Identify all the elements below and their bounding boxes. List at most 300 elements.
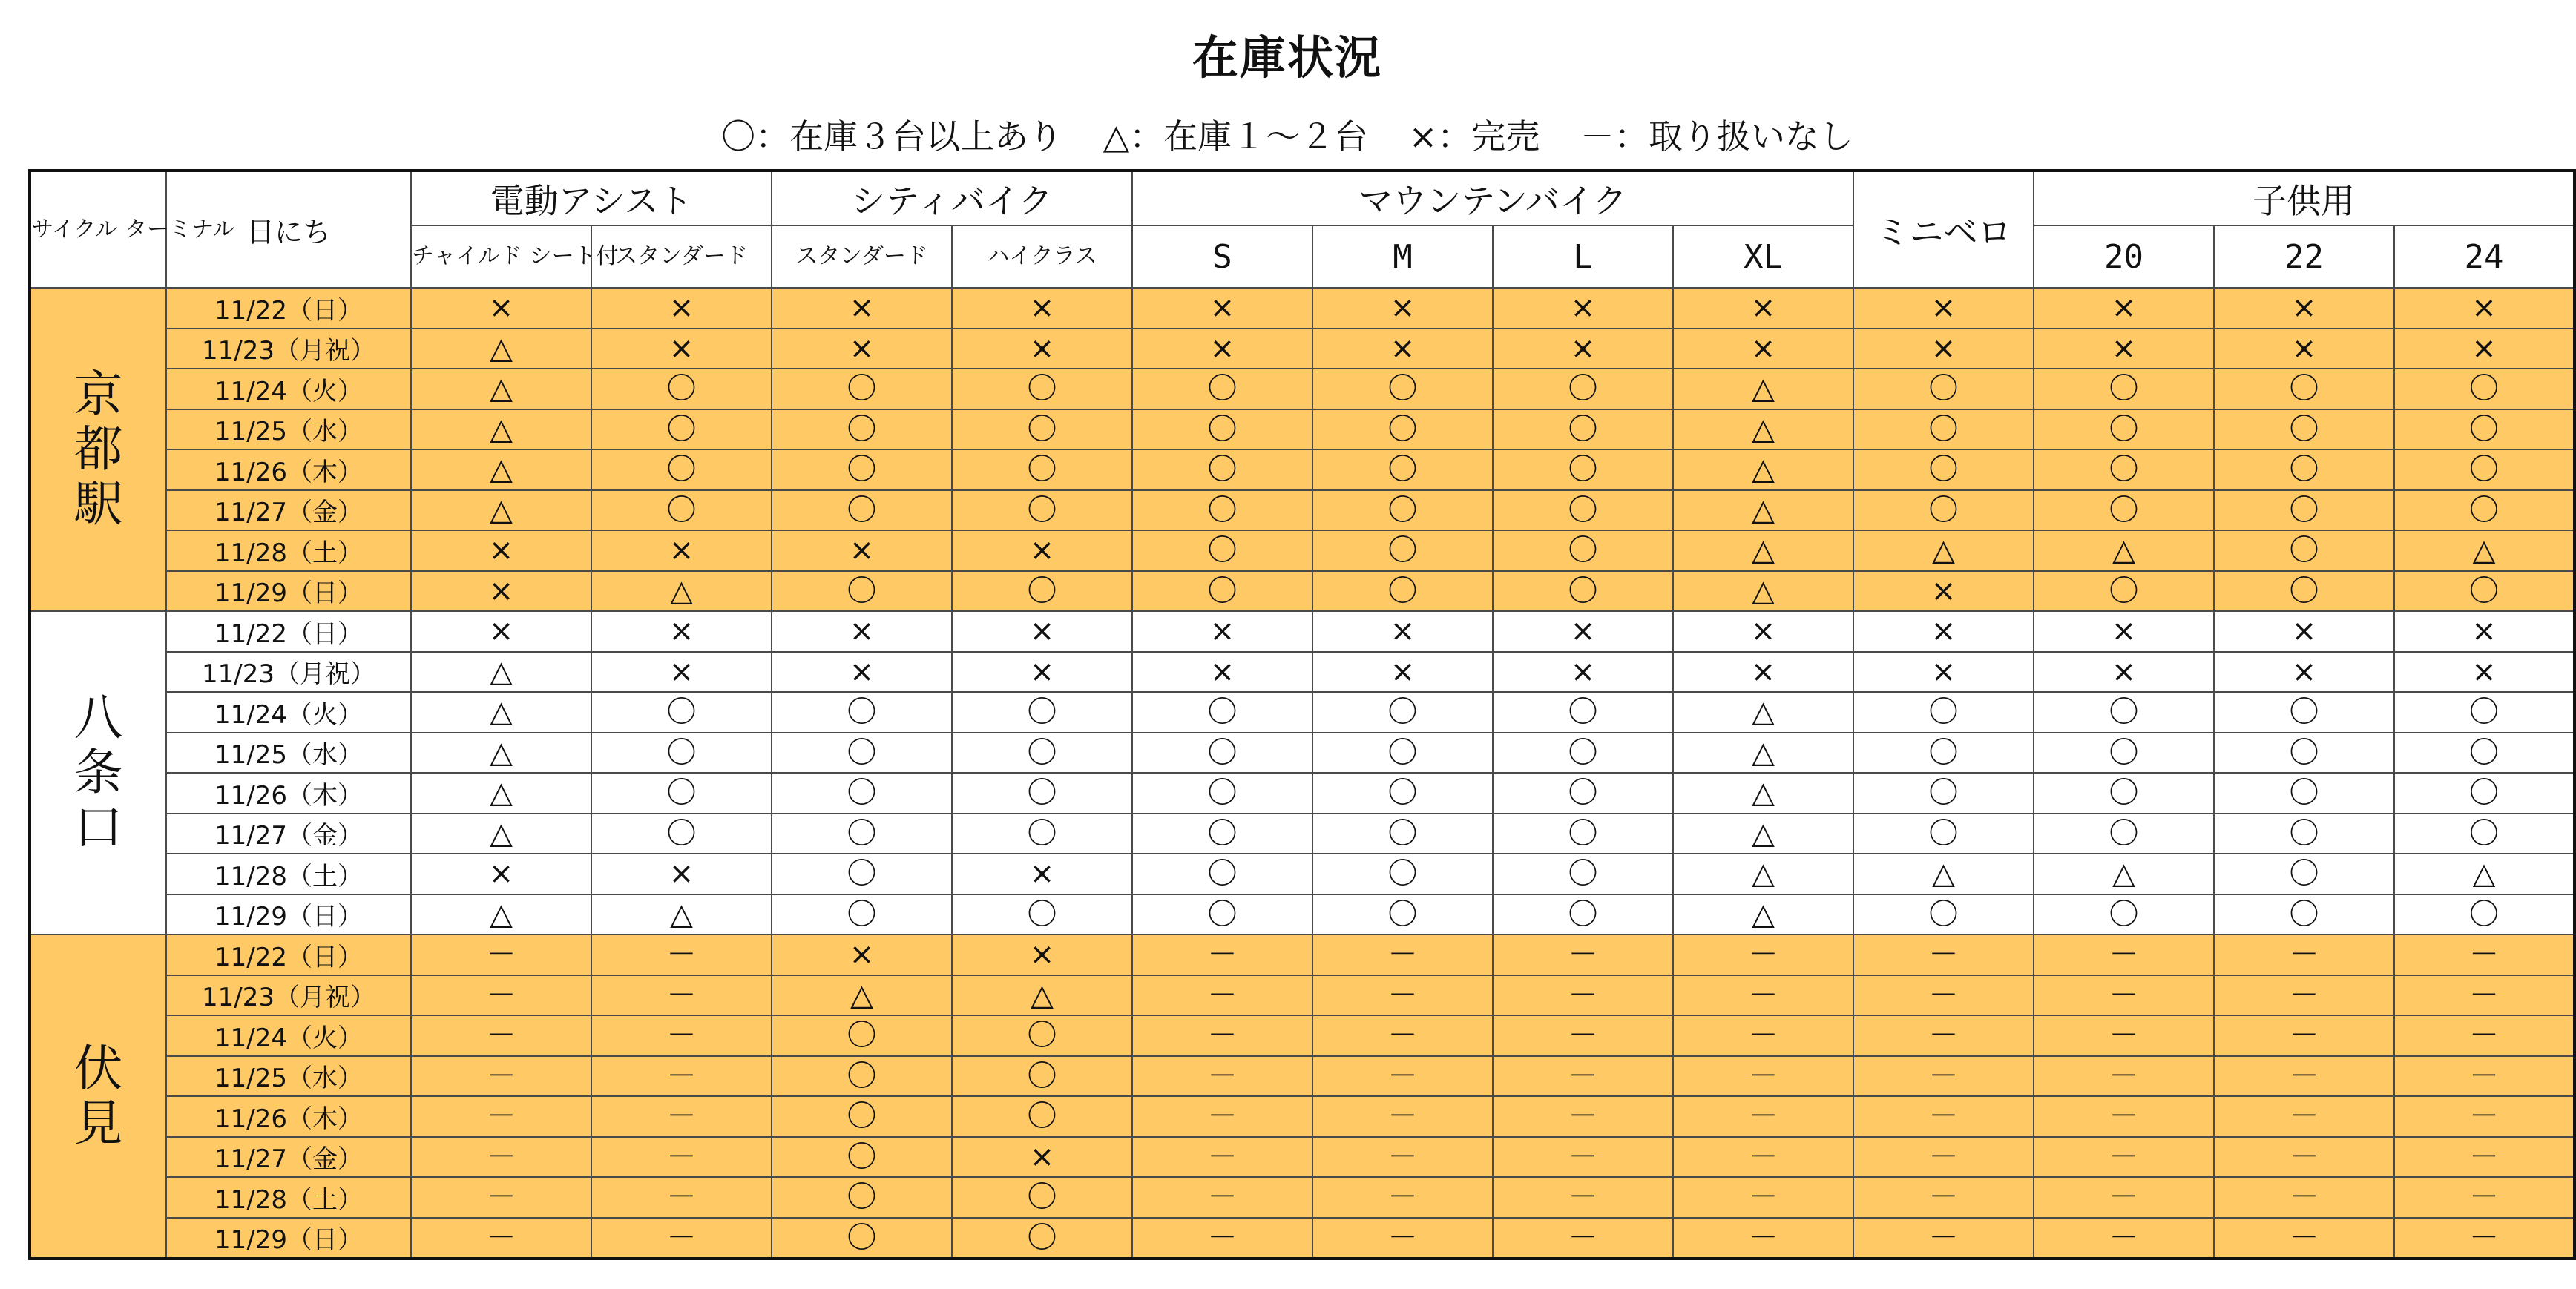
stock-cell: － bbox=[1853, 975, 2034, 1016]
date-cell: 11/25（水） bbox=[166, 1056, 411, 1097]
stock-cell: － bbox=[1673, 1056, 1853, 1097]
table-row bbox=[30, 329, 2575, 369]
stock-cell: － bbox=[1673, 1218, 1853, 1259]
stock-cell: 〇 bbox=[1853, 894, 2034, 935]
stock-cell: 〇 bbox=[952, 1177, 1132, 1218]
table-row bbox=[30, 733, 2575, 774]
stock-cell: 〇 bbox=[772, 1137, 952, 1178]
date-cell: 11/29（日） bbox=[166, 1218, 411, 1259]
table-row bbox=[30, 449, 2575, 490]
stock-cell: △ bbox=[411, 733, 591, 774]
stock-cell: × bbox=[952, 329, 1132, 369]
stock-cell: － bbox=[1673, 934, 1853, 975]
stock-cell: 〇 bbox=[1312, 773, 1493, 814]
stock-cell: × bbox=[772, 934, 952, 975]
stock-cell: 〇 bbox=[591, 733, 772, 774]
stock-cell: 〇 bbox=[1312, 692, 1493, 733]
stock-cell: × bbox=[952, 1137, 1132, 1178]
table-row bbox=[30, 571, 2575, 612]
stock-cell: × bbox=[2214, 288, 2394, 329]
stock-cell: 〇 bbox=[952, 490, 1132, 531]
stock-cell: × bbox=[1673, 288, 1853, 329]
stock-cell: × bbox=[1673, 329, 1853, 369]
stock-cell: × bbox=[1853, 652, 2034, 693]
sub-mtb-s: S bbox=[1132, 225, 1312, 288]
stock-cell: 〇 bbox=[952, 692, 1132, 733]
date-cell: 11/26（木） bbox=[166, 449, 411, 490]
stock-cell: 〇 bbox=[2034, 369, 2214, 409]
stock-cell: 〇 bbox=[2394, 490, 2575, 531]
stock-table-body bbox=[30, 288, 2575, 1259]
date-cell: 11/22（日） bbox=[166, 288, 411, 329]
stock-cell: 〇 bbox=[952, 449, 1132, 490]
stock-cell: △ bbox=[1673, 571, 1853, 612]
date-cell: 11/23（月祝） bbox=[166, 329, 411, 369]
table-row bbox=[30, 490, 2575, 531]
stock-cell: △ bbox=[2394, 530, 2575, 571]
stock-cell: － bbox=[591, 1096, 772, 1137]
stock-cell: － bbox=[411, 1177, 591, 1218]
stock-cell: △ bbox=[1673, 490, 1853, 531]
stock-cell: △ bbox=[411, 894, 591, 935]
date-cell: 11/25（水） bbox=[166, 409, 411, 450]
date-cell: 11/22（日） bbox=[166, 611, 411, 652]
stock-cell: × bbox=[1493, 329, 1673, 369]
date-cell: 11/27（金） bbox=[166, 814, 411, 854]
stock-cell: 〇 bbox=[2394, 692, 2575, 733]
stock-cell: 〇 bbox=[1132, 369, 1312, 409]
stock-cell: △ bbox=[1673, 773, 1853, 814]
stock-cell: 〇 bbox=[2034, 733, 2214, 774]
stock-cell: × bbox=[1853, 329, 2034, 369]
stock-cell: △ bbox=[2034, 530, 2214, 571]
stock-cell: 〇 bbox=[1493, 773, 1673, 814]
terminal-name bbox=[30, 611, 166, 934]
stock-cell: － bbox=[2214, 1015, 2394, 1056]
stock-cell: × bbox=[772, 288, 952, 329]
stock-cell: 〇 bbox=[2214, 409, 2394, 450]
stock-cell: △ bbox=[1673, 814, 1853, 854]
sub-city-high-class: ハイクラス bbox=[952, 225, 1132, 288]
stock-cell: × bbox=[1312, 288, 1493, 329]
stock-cell: × bbox=[952, 288, 1132, 329]
stock-cell: 〇 bbox=[1132, 894, 1312, 935]
stock-cell: 〇 bbox=[2394, 814, 2575, 854]
stock-cell: 〇 bbox=[2214, 449, 2394, 490]
stock-cell: × bbox=[772, 611, 952, 652]
stock-cell: － bbox=[411, 1218, 591, 1259]
table-row bbox=[30, 692, 2575, 733]
table-row bbox=[30, 975, 2575, 1016]
stock-cell: 〇 bbox=[2034, 571, 2214, 612]
stock-cell: 〇 bbox=[772, 773, 952, 814]
table-row bbox=[30, 1096, 2575, 1137]
stock-cell: × bbox=[1853, 611, 2034, 652]
stock-cell: 〇 bbox=[952, 894, 1132, 935]
table-row bbox=[30, 369, 2575, 409]
stock-cell: － bbox=[1673, 1177, 1853, 1218]
stock-cell: × bbox=[591, 288, 772, 329]
stock-cell: △ bbox=[2394, 854, 2575, 894]
table-row bbox=[30, 773, 2575, 814]
date-cell: 11/27（金） bbox=[166, 1137, 411, 1178]
category-mountain-bike: マウンテンバイク bbox=[1132, 171, 1853, 225]
stock-cell: － bbox=[1853, 1096, 2034, 1137]
date-cell: 11/28（土） bbox=[166, 854, 411, 894]
stock-cell: － bbox=[2214, 1137, 2394, 1178]
stock-cell: － bbox=[2214, 975, 2394, 1016]
stock-cell: × bbox=[1673, 611, 1853, 652]
sub-city-standard: スタンダード bbox=[772, 225, 952, 288]
stock-cell: 〇 bbox=[591, 692, 772, 733]
stock-cell: 〇 bbox=[591, 449, 772, 490]
stock-cell: 〇 bbox=[1312, 369, 1493, 409]
stock-cell: △ bbox=[1673, 409, 1853, 450]
stock-cell: × bbox=[411, 611, 591, 652]
stock-cell: 〇 bbox=[1493, 692, 1673, 733]
stock-cell: △ bbox=[772, 975, 952, 1016]
stock-cell: － bbox=[1312, 1177, 1493, 1218]
stock-cell: 〇 bbox=[2034, 490, 2214, 531]
stock-cell: 〇 bbox=[2034, 773, 2214, 814]
terminal-label: 伏見 bbox=[73, 1040, 123, 1152]
stock-cell: － bbox=[2394, 1137, 2575, 1178]
stock-cell: － bbox=[1493, 1137, 1673, 1178]
stock-cell: × bbox=[2394, 652, 2575, 693]
table-row bbox=[30, 409, 2575, 450]
stock-cell: － bbox=[1853, 1137, 2034, 1178]
table-row bbox=[30, 530, 2575, 571]
stock-cell: － bbox=[1312, 934, 1493, 975]
stock-cell: △ bbox=[411, 773, 591, 814]
table-row bbox=[30, 1137, 2575, 1178]
stock-cell: 〇 bbox=[772, 1056, 952, 1097]
stock-cell: × bbox=[1312, 329, 1493, 369]
stock-cell: 〇 bbox=[2214, 854, 2394, 894]
stock-cell: 〇 bbox=[952, 733, 1132, 774]
stock-cell: － bbox=[1312, 975, 1493, 1016]
stock-cell: 〇 bbox=[952, 1218, 1132, 1259]
stock-cell: － bbox=[411, 1056, 591, 1097]
date-cell: 11/26（木） bbox=[166, 773, 411, 814]
stock-cell: － bbox=[2214, 934, 2394, 975]
stock-cell: 〇 bbox=[772, 409, 952, 450]
stock-cell: － bbox=[2394, 934, 2575, 975]
stock-cell: × bbox=[411, 571, 591, 612]
stock-cell: × bbox=[1312, 611, 1493, 652]
stock-cell: 〇 bbox=[2214, 773, 2394, 814]
stock-cell: － bbox=[591, 934, 772, 975]
stock-cell: 〇 bbox=[1312, 571, 1493, 612]
stock-cell: 〇 bbox=[591, 773, 772, 814]
stock-cell: 〇 bbox=[1853, 449, 2034, 490]
stock-cell: － bbox=[1673, 975, 1853, 1016]
stock-cell: 〇 bbox=[1493, 814, 1673, 854]
sub-kids-24: 24 bbox=[2394, 225, 2575, 288]
stock-cell: × bbox=[591, 652, 772, 693]
stock-cell: 〇 bbox=[1493, 571, 1673, 612]
stock-cell: － bbox=[1493, 975, 1673, 1016]
stock-cell: － bbox=[1132, 1015, 1312, 1056]
stock-cell: × bbox=[2034, 611, 2214, 652]
stock-cell: － bbox=[591, 1218, 772, 1259]
table-row bbox=[30, 652, 2575, 693]
stock-cell: 〇 bbox=[1132, 733, 1312, 774]
stock-cell: － bbox=[1493, 1218, 1673, 1259]
stock-cell: 〇 bbox=[1132, 490, 1312, 531]
stock-cell: 〇 bbox=[1132, 773, 1312, 814]
stock-cell: × bbox=[2214, 611, 2394, 652]
date-cell: 11/25（水） bbox=[166, 733, 411, 774]
stock-cell: × bbox=[2034, 288, 2214, 329]
stock-cell: 〇 bbox=[772, 449, 952, 490]
date-header: 日にち bbox=[166, 171, 411, 288]
stock-cell: 〇 bbox=[2394, 571, 2575, 612]
table-row bbox=[30, 894, 2575, 935]
stock-cell: × bbox=[2394, 288, 2575, 329]
stock-cell: － bbox=[591, 1015, 772, 1056]
stock-cell: 〇 bbox=[2034, 449, 2214, 490]
date-cell: 11/29（日） bbox=[166, 894, 411, 935]
stock-cell: 〇 bbox=[1493, 733, 1673, 774]
stock-cell: － bbox=[1132, 1218, 1312, 1259]
stock-cell: 〇 bbox=[1132, 854, 1312, 894]
stock-cell: 〇 bbox=[1493, 530, 1673, 571]
stock-cell: × bbox=[772, 530, 952, 571]
stock-cell: 〇 bbox=[2214, 692, 2394, 733]
stock-cell: － bbox=[1312, 1015, 1493, 1056]
stock-cell: △ bbox=[411, 449, 591, 490]
stock-cell: × bbox=[1312, 652, 1493, 693]
stock-cell: 〇 bbox=[772, 814, 952, 854]
stock-cell: × bbox=[952, 854, 1132, 894]
stock-cell: △ bbox=[1673, 692, 1853, 733]
stock-cell: 〇 bbox=[2394, 894, 2575, 935]
category-city-bike: シティバイク bbox=[772, 171, 1132, 225]
stock-cell: 〇 bbox=[1493, 854, 1673, 894]
stock-cell: 〇 bbox=[1312, 894, 1493, 935]
stock-cell: 〇 bbox=[2214, 571, 2394, 612]
terminal-name bbox=[30, 288, 166, 611]
stock-cell: － bbox=[2034, 1218, 2214, 1259]
stock-cell: － bbox=[1853, 1015, 2034, 1056]
stock-cell: 〇 bbox=[2034, 894, 2214, 935]
stock-cell: 〇 bbox=[1853, 409, 2034, 450]
stock-cell: 〇 bbox=[1312, 854, 1493, 894]
table-row bbox=[30, 611, 2575, 652]
stock-cell: △ bbox=[411, 409, 591, 450]
sub-electric-standard: スタンダード bbox=[591, 225, 772, 288]
stock-cell: △ bbox=[411, 692, 591, 733]
stock-cell: － bbox=[1312, 1056, 1493, 1097]
stock-cell: － bbox=[411, 1137, 591, 1178]
stock-cell: － bbox=[1853, 1218, 2034, 1259]
table-row bbox=[30, 934, 2575, 975]
stock-cell: 〇 bbox=[591, 814, 772, 854]
table-row bbox=[30, 1218, 2575, 1259]
category-electric-assist: 電動アシスト bbox=[411, 171, 772, 225]
stock-cell: 〇 bbox=[952, 1096, 1132, 1137]
stock-cell: － bbox=[1493, 1177, 1673, 1218]
stock-table bbox=[28, 169, 2576, 1260]
stock-cell: △ bbox=[1673, 449, 1853, 490]
date-cell: 11/29（日） bbox=[166, 571, 411, 612]
stock-cell: 〇 bbox=[772, 369, 952, 409]
stock-cell: 〇 bbox=[1312, 530, 1493, 571]
stock-cell: 〇 bbox=[1312, 733, 1493, 774]
category-kids: 子供用 bbox=[2034, 171, 2575, 225]
terminal-label: 京都駅 bbox=[73, 366, 123, 533]
stock-cell: － bbox=[2034, 1177, 2214, 1218]
terminal-header: サイクル ターミナル bbox=[30, 171, 166, 288]
stock-cell: 〇 bbox=[1132, 530, 1312, 571]
stock-cell: 〇 bbox=[952, 1015, 1132, 1056]
stock-cell: × bbox=[411, 854, 591, 894]
stock-cell: 〇 bbox=[772, 1096, 952, 1137]
stock-cell: － bbox=[1493, 934, 1673, 975]
stock-cell: × bbox=[1132, 611, 1312, 652]
legend-sold-out: ×：完売 bbox=[1408, 116, 1540, 156]
stock-cell: × bbox=[591, 854, 772, 894]
stock-cell: 〇 bbox=[591, 490, 772, 531]
stock-cell: 〇 bbox=[772, 894, 952, 935]
sub-kids-20: 20 bbox=[2034, 225, 2214, 288]
date-cell: 11/24（火） bbox=[166, 1015, 411, 1056]
stock-cell: － bbox=[2394, 1177, 2575, 1218]
stock-cell: 〇 bbox=[2214, 530, 2394, 571]
stock-cell: △ bbox=[1853, 854, 2034, 894]
stock-cell: － bbox=[1493, 1056, 1673, 1097]
table-row bbox=[30, 288, 2575, 329]
stock-cell: × bbox=[952, 530, 1132, 571]
stock-cell: 〇 bbox=[1132, 449, 1312, 490]
stock-cell: 〇 bbox=[772, 692, 952, 733]
legend-low-stock: △：在庫１～２台 bbox=[1103, 116, 1369, 156]
stock-cell: × bbox=[2034, 329, 2214, 369]
stock-cell: － bbox=[2394, 1218, 2575, 1259]
sub-mtb-l: L bbox=[1493, 225, 1673, 288]
date-cell: 11/23（月祝） bbox=[166, 652, 411, 693]
table-row bbox=[30, 814, 2575, 854]
terminal-label: 八条口 bbox=[73, 689, 123, 856]
stock-cell: － bbox=[1673, 1096, 1853, 1137]
stock-cell: － bbox=[2394, 1096, 2575, 1137]
stock-cell: － bbox=[2394, 1015, 2575, 1056]
stock-cell: × bbox=[1132, 288, 1312, 329]
table-row bbox=[30, 1056, 2575, 1097]
stock-cell: － bbox=[1853, 934, 2034, 975]
stock-cell: 〇 bbox=[1493, 490, 1673, 531]
stock-cell: △ bbox=[591, 894, 772, 935]
stock-cell: △ bbox=[1673, 733, 1853, 774]
stock-cell: 〇 bbox=[952, 773, 1132, 814]
stock-cell: △ bbox=[1853, 530, 2034, 571]
stock-cell: 〇 bbox=[772, 854, 952, 894]
date-cell: 11/24（火） bbox=[166, 692, 411, 733]
stock-cell: － bbox=[2214, 1177, 2394, 1218]
stock-cell: － bbox=[2214, 1056, 2394, 1097]
stock-cell: 〇 bbox=[2214, 814, 2394, 854]
stock-cell: × bbox=[2394, 611, 2575, 652]
stock-cell: － bbox=[411, 1096, 591, 1137]
stock-cell: 〇 bbox=[1493, 369, 1673, 409]
terminal-name bbox=[30, 934, 166, 1259]
stock-cell: △ bbox=[411, 490, 591, 531]
stock-cell: × bbox=[1853, 571, 2034, 612]
stock-cell: 〇 bbox=[1493, 409, 1673, 450]
stock-cell: 〇 bbox=[952, 814, 1132, 854]
stock-cell: 〇 bbox=[772, 1177, 952, 1218]
legend-not-handled: －：取り扱いなし bbox=[1580, 116, 1853, 156]
stock-cell: 〇 bbox=[1853, 773, 2034, 814]
stock-cell: － bbox=[2034, 934, 2214, 975]
stock-cell: － bbox=[1312, 1096, 1493, 1137]
stock-cell: 〇 bbox=[1312, 490, 1493, 531]
stock-cell: 〇 bbox=[952, 1056, 1132, 1097]
stock-cell: △ bbox=[411, 652, 591, 693]
sub-kids-22: 22 bbox=[2214, 225, 2394, 288]
stock-cell: 〇 bbox=[1132, 692, 1312, 733]
stock-cell: × bbox=[591, 611, 772, 652]
stock-cell: 〇 bbox=[772, 490, 952, 531]
stock-cell: － bbox=[1132, 1096, 1312, 1137]
date-cell: 11/24（火） bbox=[166, 369, 411, 409]
stock-cell: － bbox=[1132, 934, 1312, 975]
stock-cell: 〇 bbox=[2394, 733, 2575, 774]
stock-cell: － bbox=[591, 1137, 772, 1178]
stock-cell: － bbox=[2034, 975, 2214, 1016]
stock-cell: 〇 bbox=[772, 733, 952, 774]
stock-cell: × bbox=[2394, 329, 2575, 369]
stock-cell: △ bbox=[1673, 894, 1853, 935]
date-cell: 11/27（金） bbox=[166, 490, 411, 531]
stock-cell: × bbox=[2214, 329, 2394, 369]
stock-cell: 〇 bbox=[2214, 490, 2394, 531]
stock-cell: △ bbox=[2034, 854, 2214, 894]
date-cell: 11/26（木） bbox=[166, 1096, 411, 1137]
stock-cell: － bbox=[411, 934, 591, 975]
stock-cell: 〇 bbox=[1132, 814, 1312, 854]
sub-mtb-xl: XL bbox=[1673, 225, 1853, 288]
stock-cell: 〇 bbox=[1493, 894, 1673, 935]
stock-cell: － bbox=[1312, 1137, 1493, 1178]
date-cell: 11/28（土） bbox=[166, 1177, 411, 1218]
stock-cell: △ bbox=[952, 975, 1132, 1016]
stock-cell: 〇 bbox=[1312, 449, 1493, 490]
stock-cell: － bbox=[1493, 1096, 1673, 1137]
stock-cell: 〇 bbox=[2394, 773, 2575, 814]
stock-cell: 〇 bbox=[591, 369, 772, 409]
page-title: 在庫状況 bbox=[1192, 30, 1382, 85]
stock-cell: － bbox=[591, 975, 772, 1016]
stock-cell: × bbox=[1493, 652, 1673, 693]
stock-cell: 〇 bbox=[2034, 814, 2214, 854]
stock-cell: × bbox=[1673, 652, 1853, 693]
stock-cell: △ bbox=[591, 571, 772, 612]
category-mini-velo: ミニベロ bbox=[1853, 171, 2034, 288]
stock-cell: △ bbox=[1673, 530, 1853, 571]
stock-cell: － bbox=[2394, 975, 2575, 1016]
stock-cell: 〇 bbox=[591, 409, 772, 450]
stock-cell: － bbox=[1312, 1218, 1493, 1259]
stock-cell: － bbox=[1853, 1177, 2034, 1218]
stock-cell: 〇 bbox=[1853, 733, 2034, 774]
stock-cell: × bbox=[2214, 652, 2394, 693]
stock-cell: － bbox=[1132, 975, 1312, 1016]
stock-cell: － bbox=[2034, 1137, 2214, 1178]
stock-cell: × bbox=[952, 934, 1132, 975]
stock-cell: × bbox=[411, 288, 591, 329]
